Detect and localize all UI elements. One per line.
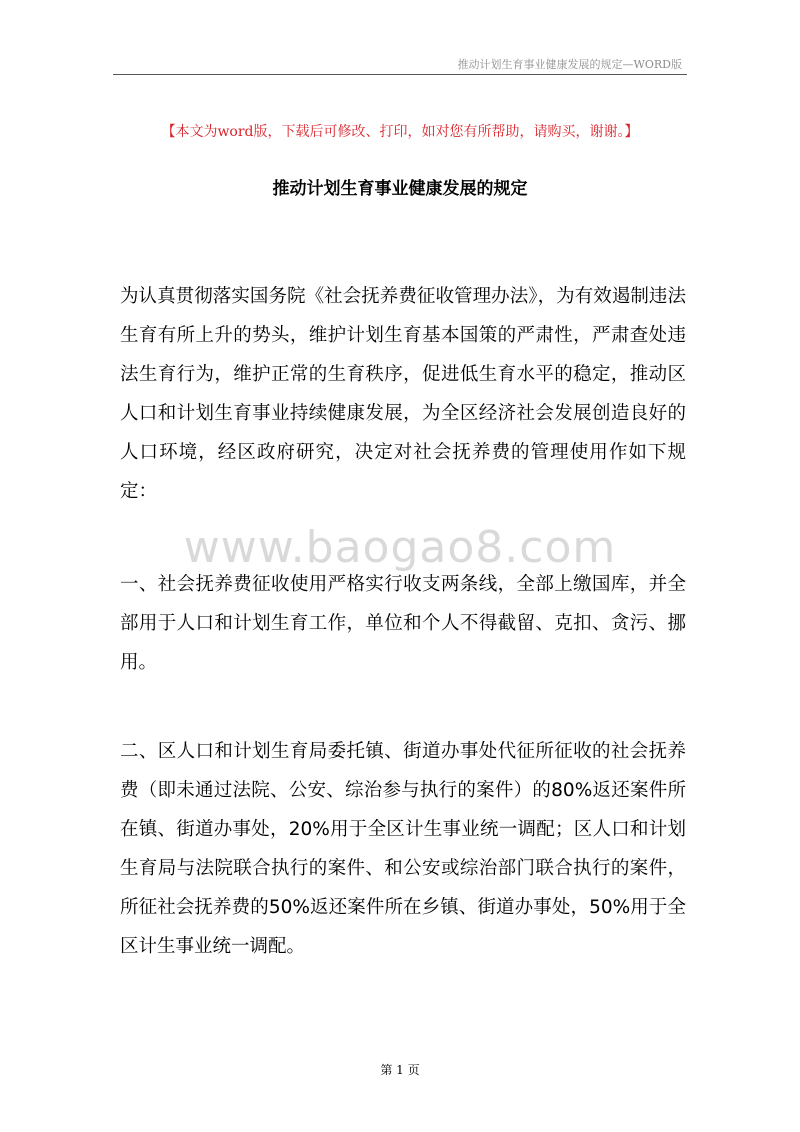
watermark: www.baogao8.com xyxy=(183,522,617,573)
document-title: 推动计划生育事业健康发展的规定 xyxy=(272,179,528,199)
running-header: 推动计划生育事业健康发展的规定—WORD版 xyxy=(457,58,682,71)
page-number: 第 1 页 xyxy=(380,1063,420,1077)
body-paragraph-item-2: 二、区人口和计划生育局委托镇、街道办事处代征所征收的社会抚养费（即未通过法院、公安、综治参与执行的案件）的80%返还案件所在镇、街道办事处，20%用于全区计生事业统一调配；区人口和计划生育局与法院联合执行的案件、和公安或综治部门联合执行的案件，所征社会抚养费的50%返还案件所在乡镇、街道办事处，50%用于全区计生事业统一调配。 xyxy=(120,741,686,957)
header-divider xyxy=(113,74,687,75)
body-paragraph-item-1: 一、社会抚养费征收使用严格实行收支两条线，全部上缴国库，并全部用于人口和计划生育工作，单位和个人不得截留、克扣、贪污、挪用。 xyxy=(120,574,686,673)
purchase-notice: 【本文为word版，下载后可修改、打印，如对您有所帮助，请购买，谢谢。】 xyxy=(161,124,639,140)
body-paragraph-intro: 为认真贯彻落实国务院《社会抚养费征收管理办法》，为有效遏制违法生育有所上升的势头，维护计划生育基本国策的严肃性，严肃查处违法生育行为，维护正常的生育秩序，促进低生育水平的稳定，推动区人口和计划生育事业持续健康发展，为全区经济社会发展创造良好的人口环境，经区政府研究，决定对社会抚养费的管理使用作如下规定： xyxy=(120,286,686,502)
